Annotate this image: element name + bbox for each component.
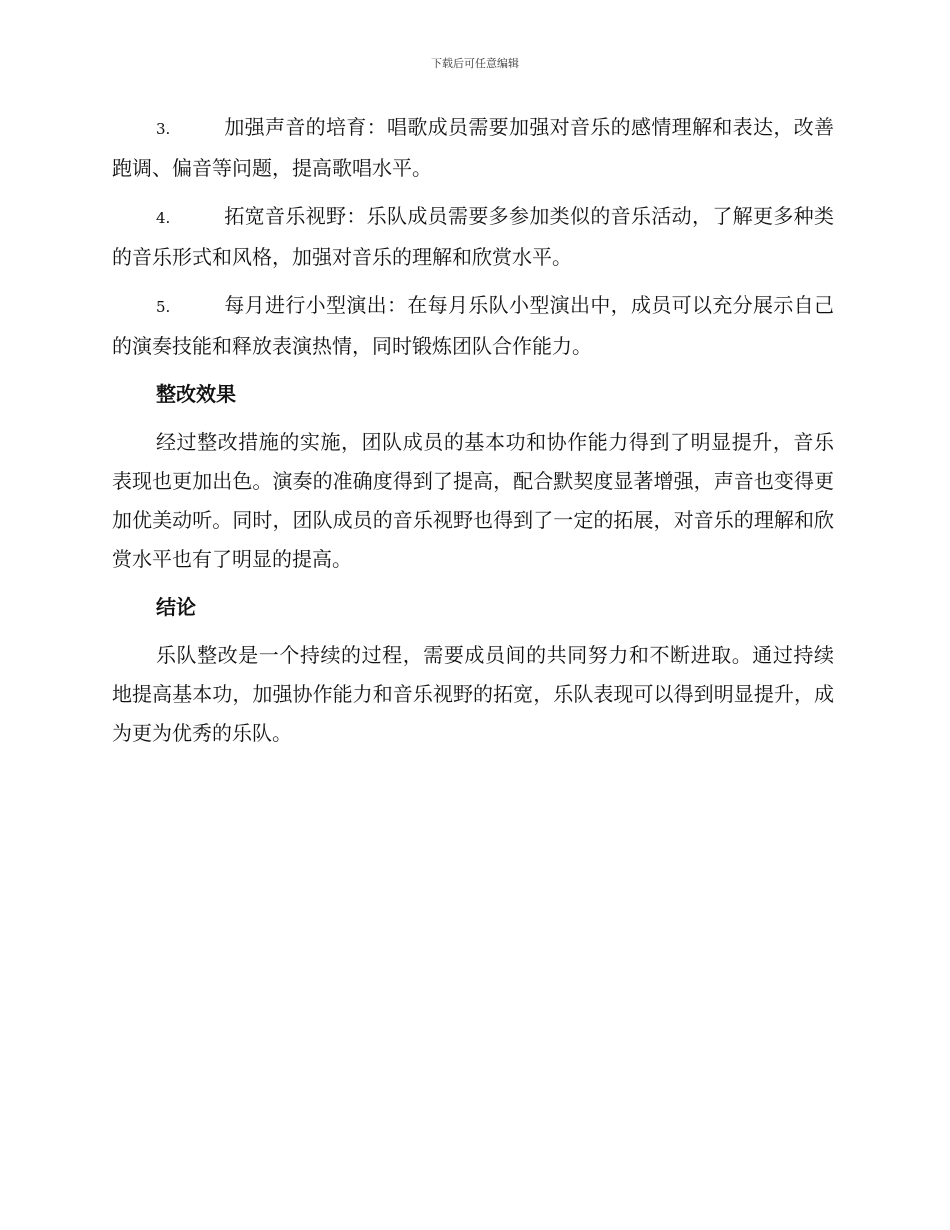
document-body xyxy=(112,108,834,762)
header-note: 下载后可任意编辑 xyxy=(431,57,519,70)
section-body-conclusion: 乐队整改是一个持续的过程，需要成员间的共同努力和不断进取。通过持续地提高基本功，加强协作能力和音乐视野的拓宽，乐队表现可以得到明显提升，成为更为优秀的乐队。 xyxy=(112,643,834,745)
list-item-text: 加强声音的培育：唱歌成员需要加强对音乐的感情理解和表达，改善跑调、偏音等问题，提高歌唱水平。 xyxy=(112,115,834,180)
list-item-text: 每月进行小型演出：在每月乐队小型演出中，成员可以充分展示自己的演奏技能和释放表演热情，同时锻炼团队合作能力。 xyxy=(112,293,834,358)
list-item-number: 4. xyxy=(156,209,171,227)
list-item-number: 3. xyxy=(156,120,171,138)
section-heading-effect: 整改效果 xyxy=(156,382,236,406)
list-item xyxy=(112,286,834,366)
section-heading-conclusion: 结论 xyxy=(156,595,196,619)
section-body-effect: 经过整改措施的实施，团队成员的基本功和协作能力得到了明显提升，音乐表现也更加出色。演奏的准确度得到了提高，配合默契度显著增强，声音也变得更加优美动听。同时，团队成员的音乐视野也得到了一定的拓展，对音乐的理解和欣赏水平也有了明显的提高。 xyxy=(112,430,834,571)
list-item xyxy=(112,197,834,277)
list-item xyxy=(112,108,834,188)
list-item-text: 拓宽音乐视野：乐队成员需要多参加类似的音乐活动，了解更多种类的音乐形式和风格，加强对音乐的理解和欣赏水平。 xyxy=(112,204,834,269)
list-item-number: 5. xyxy=(156,298,171,316)
